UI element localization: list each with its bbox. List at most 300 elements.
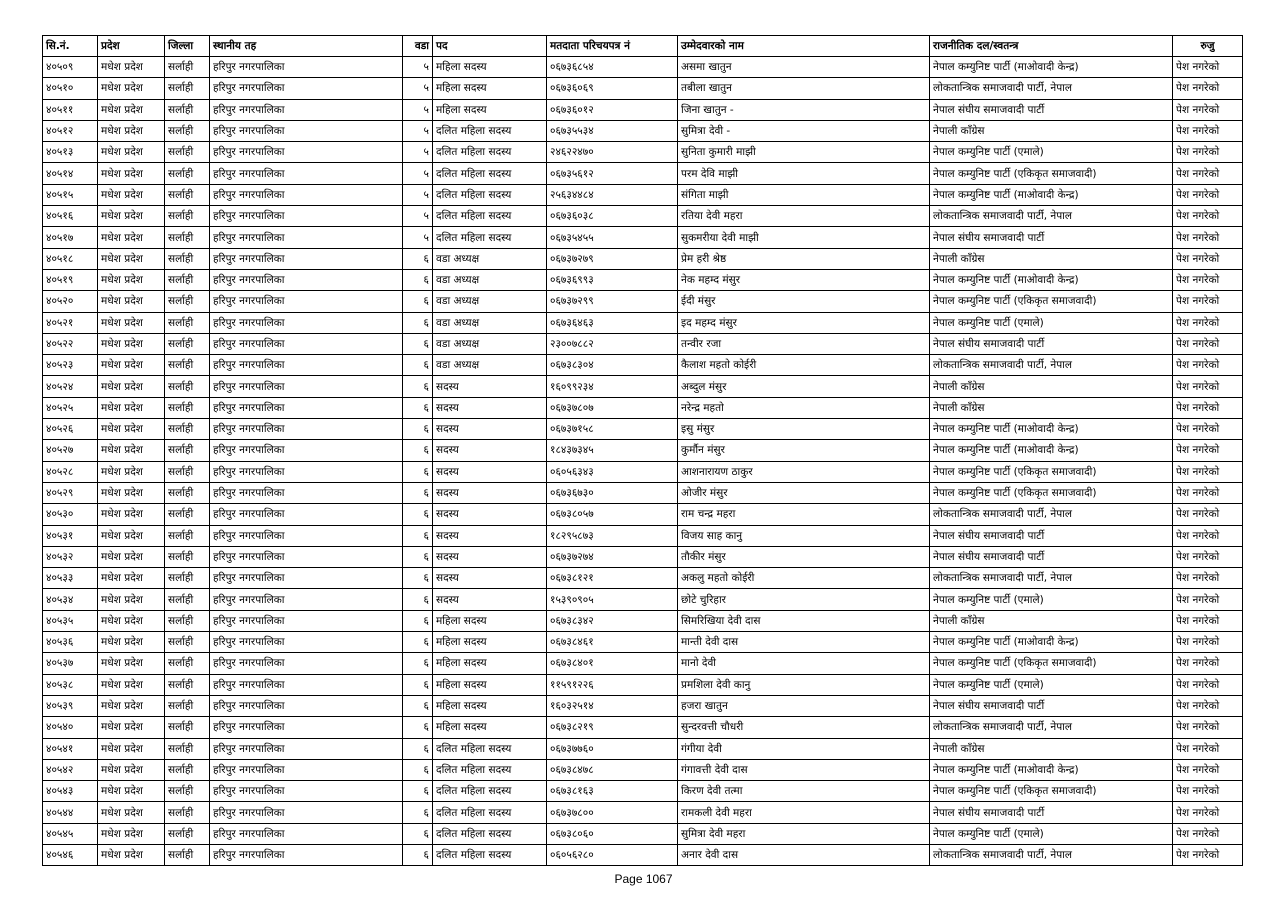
province-cell: मधेश प्रदेश [98, 823, 165, 844]
verification-cell: पेश नगरेको [1173, 419, 1243, 440]
ward-cell: ६ [403, 610, 433, 631]
ward-cell: ६ [403, 376, 433, 397]
serial-cell: ४०५४५ [43, 823, 98, 844]
district-cell: सर्लाही [165, 482, 210, 503]
serial-cell: ४०५३७ [43, 653, 98, 674]
district-cell: सर्लाही [165, 781, 210, 802]
party-cell: नेपाल कम्युनिष्ट पार्टी (माओवादी केन्द्र) [930, 184, 1173, 205]
district-cell: सर्लाही [165, 163, 210, 184]
party-cell: नेपाल कम्युनिष्ट पार्टी (एकिकृत समाजवादी) [930, 482, 1173, 503]
post-cell: महिला सदस्य [433, 717, 547, 738]
province-cell: मधेश प्रदेश [98, 269, 165, 290]
table-row [43, 695, 1243, 716]
voter-id-cell: ०६७३६८५४ [547, 57, 678, 78]
serial-cell: ४०५३९ [43, 695, 98, 716]
province-cell: मधेश प्रदेश [98, 142, 165, 163]
post-cell: वडा अध्यक्ष [433, 248, 547, 269]
post-cell: दलित महिला सदस्य [433, 823, 547, 844]
table-row [43, 589, 1243, 610]
table-row [43, 461, 1243, 482]
table-row [43, 291, 1243, 312]
table-row [43, 355, 1243, 376]
district-cell: सर्लाही [165, 802, 210, 823]
local-level-cell: हरिपुर नगरपालिका [210, 546, 403, 567]
post-cell: सदस्य [433, 568, 547, 589]
serial-cell: ४०५११ [43, 99, 98, 120]
voter-id-cell: ०६७३८३४२ [547, 610, 678, 631]
verification-cell: पेश नगरेको [1173, 163, 1243, 184]
verification-cell: पेश नगरेको [1173, 759, 1243, 780]
district-cell: सर्लाही [165, 142, 210, 163]
serial-cell: ४०५१० [43, 78, 98, 99]
candidate-name-cell: ईदी मंसुर [678, 291, 930, 312]
header-candidate-name: उम्मेदवारको नाम [678, 36, 930, 57]
district-cell: सर्लाही [165, 333, 210, 354]
serial-cell: ४०५३६ [43, 632, 98, 653]
local-level-cell: हरिपुर नगरपालिका [210, 461, 403, 482]
voter-id-cell: ०६७३८२१९ [547, 717, 678, 738]
candidate-name-cell: तबीला खातुन [678, 78, 930, 99]
party-cell: नेपाल संघीय समाजवादी पार्टी [930, 227, 1173, 248]
verification-cell: पेश नगरेको [1173, 120, 1243, 141]
district-cell: सर्लाही [165, 99, 210, 120]
ward-cell: ६ [403, 802, 433, 823]
table-row [43, 376, 1243, 397]
candidate-name-cell: सुमित्रा देवी महरा [678, 823, 930, 844]
verification-cell: पेश नगरेको [1173, 632, 1243, 653]
post-cell: दलित महिला सदस्य [433, 142, 547, 163]
local-level-cell: हरिपुर नगरपालिका [210, 184, 403, 205]
voter-id-cell: ०६७३५६१२ [547, 163, 678, 184]
serial-cell: ४०५३८ [43, 674, 98, 695]
post-cell: सदस्य [433, 589, 547, 610]
local-level-cell: हरिपुर नगरपालिका [210, 844, 403, 865]
ward-cell: ५ [403, 57, 433, 78]
ward-cell: ६ [403, 291, 433, 312]
local-level-cell: हरिपुर नगरपालिका [210, 823, 403, 844]
post-cell: दलित महिला सदस्य [433, 206, 547, 227]
verification-cell: पेश नगरेको [1173, 738, 1243, 759]
post-cell: दलित महिला सदस्य [433, 163, 547, 184]
table-row [43, 397, 1243, 418]
candidate-name-cell: अनार देवी दास [678, 844, 930, 865]
voter-id-cell: ०६७३८१२१ [547, 568, 678, 589]
ward-cell: ६ [403, 546, 433, 567]
voter-id-cell: ०६७३७८०७ [547, 397, 678, 418]
candidate-name-cell: इसु मंसुर [678, 419, 930, 440]
verification-cell: पेश नगरेको [1173, 504, 1243, 525]
local-level-cell: हरिपुर नगरपालिका [210, 142, 403, 163]
post-cell: दलित महिला सदस्य [433, 227, 547, 248]
voter-id-cell: ०६७३७२७९ [547, 248, 678, 269]
post-cell: दलित महिला सदस्य [433, 802, 547, 823]
ward-cell: ५ [403, 163, 433, 184]
party-cell: नेपाल कम्युनिष्ट पार्टी (एकिकृत समाजवादी) [930, 291, 1173, 312]
candidate-name-cell: कुर्मौन मंसुर [678, 440, 930, 461]
verification-cell: पेश नगरेको [1173, 546, 1243, 567]
district-cell: सर्लाही [165, 610, 210, 631]
local-level-cell: हरिपुर नगरपालिका [210, 504, 403, 525]
district-cell: सर्लाही [165, 227, 210, 248]
local-level-cell: हरिपुर नगरपालिका [210, 78, 403, 99]
party-cell: नेपाल कम्युनिष्ट पार्टी (एमाले) [930, 823, 1173, 844]
province-cell: मधेश प्रदेश [98, 674, 165, 695]
table-row [43, 610, 1243, 631]
verification-cell: पेश नगरेको [1173, 142, 1243, 163]
candidate-name-cell: अब्दुल मंसुर [678, 376, 930, 397]
candidate-name-cell: किरण देवी तत्मा [678, 781, 930, 802]
header-district: जिल्ला [165, 36, 210, 57]
district-cell: सर्लाही [165, 440, 210, 461]
province-cell: मधेश प्रदेश [98, 653, 165, 674]
district-cell: सर्लाही [165, 78, 210, 99]
candidate-name-cell: राम चन्द्र महरा [678, 504, 930, 525]
header-party: राजनीतिक दल/स्वतन्त्र [930, 36, 1173, 57]
party-cell: लोकतान्त्रिक समाजवादी पार्टी, नेपाल [930, 355, 1173, 376]
post-cell: वडा अध्यक्ष [433, 312, 547, 333]
candidate-name-cell: अकलु महतो कोईरी [678, 568, 930, 589]
serial-cell: ४०५२० [43, 291, 98, 312]
post-cell: दलित महिला सदस्य [433, 120, 547, 141]
post-cell: वडा अध्यक्ष [433, 291, 547, 312]
table-row [43, 568, 1243, 589]
serial-cell: ४०५०९ [43, 57, 98, 78]
party-cell: नेपाल कम्युनिष्ट पार्टी (एकिकृत समाजवादी) [930, 461, 1173, 482]
table-row [43, 142, 1243, 163]
district-cell: सर्लाही [165, 504, 210, 525]
serial-cell: ४०५३१ [43, 525, 98, 546]
party-cell: नेपाल कम्युनिष्ट पार्टी (एमाले) [930, 312, 1173, 333]
ward-cell: ६ [403, 355, 433, 376]
party-cell: नेपाली काँग्रेस [930, 248, 1173, 269]
district-cell: सर्लाही [165, 291, 210, 312]
voter-id-cell: ०६७३६०१२ [547, 99, 678, 120]
post-cell: महिला सदस्य [433, 695, 547, 716]
serial-cell: ४०५४३ [43, 781, 98, 802]
ward-cell: ५ [403, 78, 433, 99]
post-cell: दलित महिला सदस्य [433, 844, 547, 865]
table-row [43, 184, 1243, 205]
candidate-name-cell: छोटे चुरिहार [678, 589, 930, 610]
district-cell: सर्लाही [165, 674, 210, 695]
serial-cell: ४०५२३ [43, 355, 98, 376]
header-local-level: स्थानीय तह [210, 36, 403, 57]
table-row [43, 99, 1243, 120]
voter-id-cell: १८२९५८७३ [547, 525, 678, 546]
district-cell: सर्लाही [165, 376, 210, 397]
district-cell: सर्लाही [165, 759, 210, 780]
candidate-name-cell: सुमित्रा देवी - [678, 120, 930, 141]
serial-cell: ४०५३४ [43, 589, 98, 610]
serial-cell: ४०५३५ [43, 610, 98, 631]
province-cell: मधेश प्रदेश [98, 844, 165, 865]
ward-cell: ६ [403, 759, 433, 780]
voter-id-cell: ०६७३६४६३ [547, 312, 678, 333]
ward-cell: ५ [403, 142, 433, 163]
page-number: Page 1067 [614, 872, 673, 886]
table-row [43, 525, 1243, 546]
verification-cell: पेश नगरेको [1173, 717, 1243, 738]
candidate-name-cell: नेक महम्द मंसुर [678, 269, 930, 290]
district-cell: सर्लाही [165, 844, 210, 865]
verification-cell: पेश नगरेको [1173, 78, 1243, 99]
candidate-name-cell: तन्वीर रजा [678, 333, 930, 354]
district-cell: सर्लाही [165, 568, 210, 589]
party-cell: नेपाल कम्युनिष्ट पार्टी (माओवादी केन्द्र) [930, 269, 1173, 290]
post-cell: महिला सदस्य [433, 653, 547, 674]
verification-cell: पेश नगरेको [1173, 674, 1243, 695]
post-cell: सदस्य [433, 440, 547, 461]
table-row [43, 312, 1243, 333]
candidate-name-cell: आशनारायण ठाकुर [678, 461, 930, 482]
province-cell: मधेश प्रदेश [98, 802, 165, 823]
verification-cell: पेश नगरेको [1173, 461, 1243, 482]
serial-cell: ४०५२७ [43, 440, 98, 461]
voter-id-cell: ०६७३८४७८ [547, 759, 678, 780]
party-cell: नेपाली काँग्रेस [930, 376, 1173, 397]
party-cell: नेपाली काँग्रेस [930, 397, 1173, 418]
candidate-name-cell: कैलाश महतो कोईरी [678, 355, 930, 376]
serial-cell: ४०५४४ [43, 802, 98, 823]
post-cell: सदस्य [433, 461, 547, 482]
candidate-name-cell: इद महम्द मंसुर [678, 312, 930, 333]
district-cell: सर्लाही [165, 461, 210, 482]
party-cell: नेपाल संघीय समाजवादी पार्टी [930, 525, 1173, 546]
candidate-name-cell: संगिता माझी [678, 184, 930, 205]
province-cell: मधेश प्रदेश [98, 78, 165, 99]
district-cell: सर्लाही [165, 184, 210, 205]
table-row [43, 546, 1243, 567]
voter-id-cell: ०६०५६३४३ [547, 461, 678, 482]
voter-id-cell: ०६७३७७६० [547, 738, 678, 759]
voter-id-cell: ११५९१२२६ [547, 674, 678, 695]
table-row [43, 632, 1243, 653]
ward-cell: ६ [403, 653, 433, 674]
voter-id-cell: १५३९०९०५ [547, 589, 678, 610]
candidate-name-cell: गंगावत्ती देवी दास [678, 759, 930, 780]
party-cell: नेपाल कम्युनिष्ट पार्टी (एकिकृत समाजवादी) [930, 653, 1173, 674]
province-cell: मधेश प्रदेश [98, 610, 165, 631]
party-cell: नेपाल कम्युनिष्ट पार्टी (माओवादी केन्द्र) [930, 419, 1173, 440]
district-cell: सर्लाही [165, 397, 210, 418]
candidate-name-cell: रतिया देवी महरा [678, 206, 930, 227]
candidate-name-cell: सुन्दरवत्ती चौधरी [678, 717, 930, 738]
header-post: पद [433, 36, 547, 57]
verification-cell: पेश नगरेको [1173, 206, 1243, 227]
verification-cell: पेश नगरेको [1173, 781, 1243, 802]
local-level-cell: हरिपुर नगरपालिका [210, 248, 403, 269]
ward-cell: ६ [403, 269, 433, 290]
local-level-cell: हरिपुर नगरपालिका [210, 738, 403, 759]
province-cell: मधेश प्रदेश [98, 568, 165, 589]
post-cell: सदस्य [433, 419, 547, 440]
verification-cell: पेश नगरेको [1173, 802, 1243, 823]
district-cell: सर्लाही [165, 823, 210, 844]
province-cell: मधेश प्रदेश [98, 120, 165, 141]
ward-cell: ६ [403, 525, 433, 546]
ward-cell: ६ [403, 781, 433, 802]
serial-cell: ४०५२५ [43, 397, 98, 418]
local-level-cell: हरिपुर नगरपालिका [210, 589, 403, 610]
post-cell: महिला सदस्य [433, 78, 547, 99]
district-cell: सर्लाही [165, 419, 210, 440]
local-level-cell: हरिपुर नगरपालिका [210, 717, 403, 738]
serial-cell: ४०५२१ [43, 312, 98, 333]
district-cell: सर्लाही [165, 738, 210, 759]
district-cell: सर्लाही [165, 653, 210, 674]
district-cell: सर्लाही [165, 206, 210, 227]
province-cell: मधेश प्रदेश [98, 397, 165, 418]
ward-cell: ६ [403, 419, 433, 440]
local-level-cell: हरिपुर नगरपालिका [210, 312, 403, 333]
verification-cell: पेश नगरेको [1173, 397, 1243, 418]
ward-cell: ६ [403, 695, 433, 716]
serial-cell: ४०५४० [43, 717, 98, 738]
candidate-name-cell: असमा खातुन [678, 57, 930, 78]
post-cell: महिला सदस्य [433, 674, 547, 695]
party-cell: लोकतान्त्रिक समाजवादी पार्टी, नेपाल [930, 717, 1173, 738]
province-cell: मधेश प्रदेश [98, 717, 165, 738]
serial-cell: ४०५२९ [43, 482, 98, 503]
local-level-cell: हरिपुर नगरपालिका [210, 376, 403, 397]
table-row [43, 120, 1243, 141]
ward-cell: ६ [403, 397, 433, 418]
ward-cell: ६ [403, 568, 433, 589]
party-cell: नेपाल संघीय समाजवादी पार्टी [930, 546, 1173, 567]
ward-cell: ६ [403, 333, 433, 354]
header-province: प्रदेश [98, 36, 165, 57]
district-cell: सर्लाही [165, 546, 210, 567]
local-level-cell: हरिपुर नगरपालिका [210, 802, 403, 823]
party-cell: लोकतान्त्रिक समाजवादी पार्टी, नेपाल [930, 844, 1173, 865]
serial-cell: ४०५२२ [43, 333, 98, 354]
voter-id-cell: ०६०५६२८० [547, 844, 678, 865]
party-cell: लोकतान्त्रिक समाजवादी पार्टी, नेपाल [930, 78, 1173, 99]
post-cell: दलित महिला सदस्य [433, 759, 547, 780]
ward-cell: ६ [403, 461, 433, 482]
table-row [43, 759, 1243, 780]
district-cell: सर्लाही [165, 312, 210, 333]
province-cell: मधेश प्रदेश [98, 312, 165, 333]
party-cell: नेपाल कम्युनिष्ट पार्टी (एकिकृत समाजवादी) [930, 163, 1173, 184]
table-row [43, 504, 1243, 525]
voter-id-cell: २४६२२४७० [547, 142, 678, 163]
party-cell: नेपाल कम्युनिष्ट पार्टी (माओवादी केन्द्र) [930, 440, 1173, 461]
verification-cell: पेश नगरेको [1173, 355, 1243, 376]
verification-cell: पेश नगरेको [1173, 333, 1243, 354]
candidate-name-cell: जिना खातुन - [678, 99, 930, 120]
voter-id-cell: १६०९९२३४ [547, 376, 678, 397]
voter-id-cell: ०६७३७२७४ [547, 546, 678, 567]
district-cell: सर्लाही [165, 355, 210, 376]
post-cell: वडा अध्यक्ष [433, 269, 547, 290]
table-row [43, 419, 1243, 440]
local-level-cell: हरिपुर नगरपालिका [210, 120, 403, 141]
province-cell: मधेश प्रदेश [98, 248, 165, 269]
serial-cell: ४०५१२ [43, 120, 98, 141]
verification-cell: पेश नगरेको [1173, 610, 1243, 631]
post-cell: दलित महिला सदस्य [433, 738, 547, 759]
province-cell: मधेश प्रदेश [98, 184, 165, 205]
verification-cell: पेश नगरेको [1173, 312, 1243, 333]
local-level-cell: हरिपुर नगरपालिका [210, 610, 403, 631]
table-row [43, 823, 1243, 844]
local-level-cell: हरिपुर नगरपालिका [210, 333, 403, 354]
local-level-cell: हरिपुर नगरपालिका [210, 440, 403, 461]
candidate-name-cell: प्रमशिला देवी कानु [678, 674, 930, 695]
post-cell: महिला सदस्य [433, 57, 547, 78]
district-cell: सर्लाही [165, 525, 210, 546]
party-cell: नेपाल कम्युनिष्ट पार्टी (माओवादी केन्द्र) [930, 759, 1173, 780]
ward-cell: ५ [403, 184, 433, 205]
table-row [43, 78, 1243, 99]
voter-id-cell: ०६७३८०५७ [547, 504, 678, 525]
ward-cell: ५ [403, 227, 433, 248]
province-cell: मधेश प्रदेश [98, 695, 165, 716]
table-row [43, 248, 1243, 269]
province-cell: मधेश प्रदेश [98, 632, 165, 653]
candidate-table [42, 35, 1243, 866]
candidate-name-cell: हजरा खातुन [678, 695, 930, 716]
local-level-cell: हरिपुर नगरपालिका [210, 291, 403, 312]
province-cell: मधेश प्रदेश [98, 738, 165, 759]
post-cell: महिला सदस्य [433, 99, 547, 120]
post-cell: सदस्य [433, 504, 547, 525]
voter-id-cell: ०६७३६०३८ [547, 206, 678, 227]
district-cell: सर्लाही [165, 120, 210, 141]
ward-cell: ६ [403, 674, 433, 695]
ward-cell: ६ [403, 312, 433, 333]
ward-cell: ६ [403, 844, 433, 865]
local-level-cell: हरिपुर नगरपालिका [210, 355, 403, 376]
verification-cell: पेश नगरेको [1173, 482, 1243, 503]
province-cell: मधेश प्रदेश [98, 206, 165, 227]
party-cell: नेपाल कम्युनिष्ट पार्टी (माओवादी केन्द्र) [930, 632, 1173, 653]
candidate-name-cell: सुकमरीया देवी माझी [678, 227, 930, 248]
local-level-cell: हरिपुर नगरपालिका [210, 227, 403, 248]
ward-cell: ६ [403, 632, 433, 653]
serial-cell: ४०५३३ [43, 568, 98, 589]
verification-cell: पेश नगरेको [1173, 823, 1243, 844]
province-cell: मधेश प्रदेश [98, 57, 165, 78]
table-row [43, 653, 1243, 674]
table-header-row [43, 36, 1243, 57]
table-row [43, 57, 1243, 78]
province-cell: मधेश प्रदेश [98, 781, 165, 802]
voter-id-cell: २५६३४४८४ [547, 184, 678, 205]
district-cell: सर्लाही [165, 695, 210, 716]
candidate-name-cell: मानो देवी [678, 653, 930, 674]
party-cell: नेपाल संघीय समाजवादी पार्टी [930, 99, 1173, 120]
candidate-name-cell: सुनिता कुमारी माझी [678, 142, 930, 163]
province-cell: मधेश प्रदेश [98, 759, 165, 780]
ward-cell: ६ [403, 589, 433, 610]
post-cell: सदस्य [433, 525, 547, 546]
verification-cell: पेश नगरेको [1173, 57, 1243, 78]
local-level-cell: हरिपुर नगरपालिका [210, 674, 403, 695]
verification-cell: पेश नगरेको [1173, 248, 1243, 269]
post-cell: सदस्य [433, 376, 547, 397]
serial-cell: ४०५१९ [43, 269, 98, 290]
voter-id-cell: ०६७३५५३४ [547, 120, 678, 141]
serial-cell: ४०५४१ [43, 738, 98, 759]
local-level-cell: हरिपुर नगरपालिका [210, 525, 403, 546]
ward-cell: ६ [403, 440, 433, 461]
local-level-cell: हरिपुर नगरपालिका [210, 206, 403, 227]
candidate-name-cell: गंगीया देवी [678, 738, 930, 759]
table-row [43, 802, 1243, 823]
table-row [43, 717, 1243, 738]
